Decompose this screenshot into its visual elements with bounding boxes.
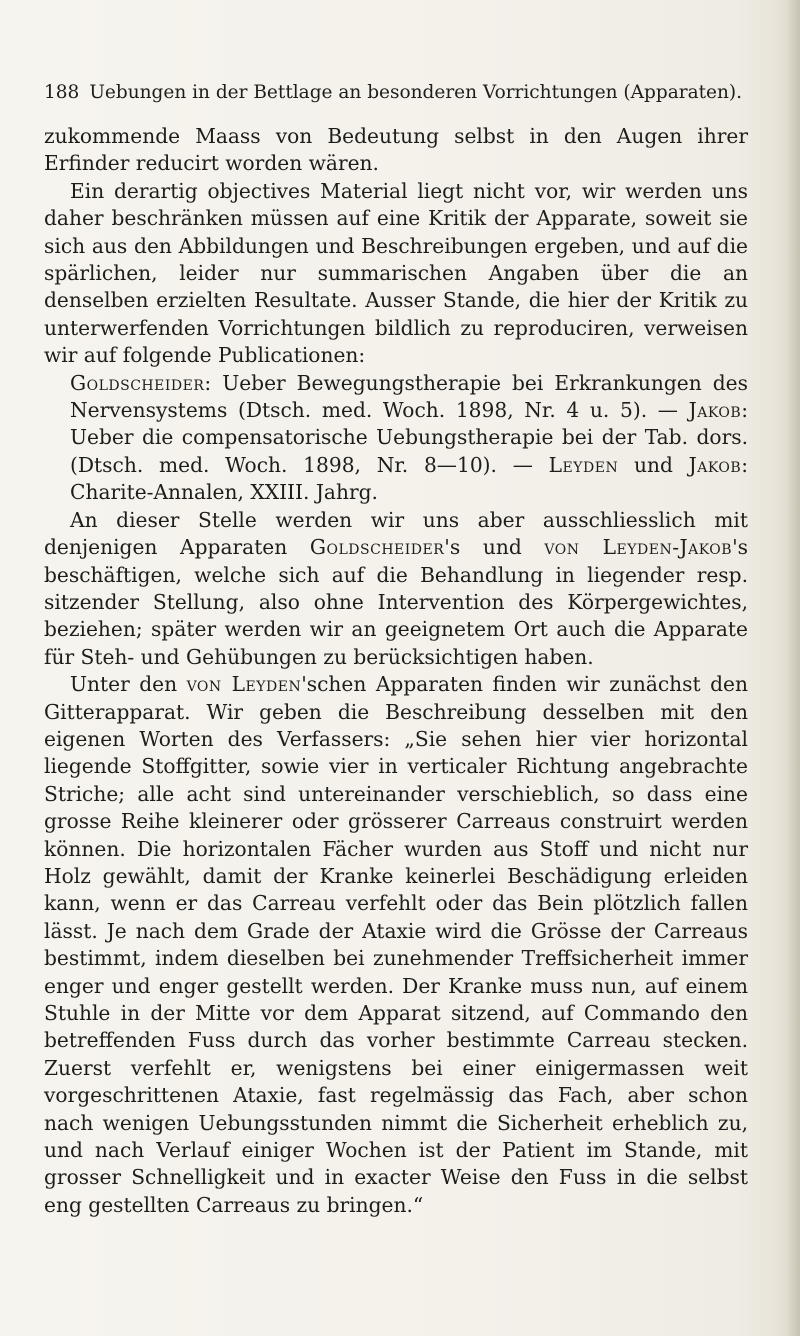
running-title: Uebungen in der Bettlage an besonderen Vorrichtungen (Apparaten).: [89, 82, 742, 103]
p3-text-1: An dieser Stelle werden wir uns aber ausschliesslich mit denjenigen Apparaten: [44, 507, 748, 560]
reference-dash: —: [657, 398, 689, 423]
reference-dash: —: [512, 452, 549, 477]
paragraph-continuation: zukommende Maass von Bedeutung selbst in den Augen ihrer Erfinder reducirt worden wären.: [44, 124, 748, 176]
p3-author-leyden-jakob: von Leyden-Jakob: [544, 535, 733, 560]
page-number: 188: [44, 82, 80, 103]
author-jakob-2: Jakob: [688, 452, 742, 477]
p4-text-1: Unter den: [70, 672, 187, 697]
author-leyden: Leyden: [548, 452, 619, 477]
paragraph-gitterapparat: [44, 671, 748, 1219]
author-goldscheider: Goldscheider: [70, 370, 205, 395]
p4-text-2: 'schen Apparaten finden wir zunächst den Gitterapparat. Wir geben die Beschreibung desselben mit den eigenen Worten des Verfassers: „Sie sehen hier vier horizontal liegende Stoffgitter, sowie vier in verticaler Richtung angebrachte Striche; alle acht sind untereinander verschieblich, so dass eine grosse Reihe kleinerer oder grösserer Carreaus construirt werden können. Die horizontalen Fächer wurden aus Stoff und nicht nur Holz gewählt, damit der Kranke keinerlei Beschädigung erleiden kann, wenn er das Carreau verfehlt oder das Bein plötzlich fallen lässt. Je nach dem Grade der Ataxie wird die Grösse der Carreaus bestimmt, indem dieselben bei zunehmender Treffsicherheit immer enger und enger gestellt werden. Der Kranke muss nun, auf einem Stuhle in der Mitte vor dem Apparat sitzend, auf Commando den betreffenden Fuss durch das vorher bestimmte Carreau stecken. Zuerst verfehlt er, wenigstens bei einer einigermassen weit vorgeschrittenen Ataxie, fast regelmässig das Fach, aber schon nach wenigen Uebungsstunden nimmt die Sicherheit erheblich zu, und nach Verlauf einiger Wochen ist der Patient im Stande, mit grosser Schnelligkeit und in exacter Weise den Fuss in die selbst eng gestellten Carreaus zu bringen.“: [44, 672, 749, 1217]
author-jakob: Jakob: [688, 398, 742, 423]
paragraph-material: Ein derartig objectives Material liegt nicht vor, wir werden uns daher beschränken müssen auf eine Kritik der Apparate, soweit sie sich aus den Abbildungen und Beschreibungen ergeben, und auf die spärlichen, leider nur summarischen Angaben über die an denselben erzielten Resultate. Ausser Stande, die hier der Kritik zu unterwerfenden Vorrichtungen bildlich zu reproduciren, verweisen wir auf folgende Publicationen:: [44, 178, 748, 368]
running-header: [44, 78, 764, 108]
reference-jakob-text: : Ueber die compensatorische Uebungstherapie bei der Tab. dors. (Dtsch. med. Woch. 1898, Nr. 8—10).: [70, 398, 748, 477]
p3-author-goldscheider: Goldscheider: [309, 535, 445, 560]
reference-goldscheider: [70, 370, 748, 507]
reference-goldscheider-text: : Ueber Bewegungstherapie bei Erkrankungen des Nervensystems (Dtsch. med. Woch. 1898, Nr. 4 u. 5).: [70, 370, 748, 423]
page-edge-shadow: [786, 0, 800, 1336]
paragraph-apparatus: [44, 507, 748, 671]
p3-text-2: 's und: [444, 535, 545, 560]
reference-leyden-jakob-text: : Charite-Annalen, XXIII. Jahrg.: [70, 452, 748, 505]
page-body: [44, 123, 748, 1219]
reference-conjunction: und: [618, 452, 689, 477]
p3-text-3: 's beschäftigen, welche sich auf die Behandlung in liegender resp. sitzender Stellung, also ohne Intervention des Körpergewichtes, beziehen; später werden wir an geeignetem Ort auch die Apparate für Steh- und Gehübungen zu berücksichtigen haben.: [44, 535, 748, 669]
reference-list: [44, 370, 748, 507]
p4-author-leyden: von Leyden: [186, 672, 302, 697]
